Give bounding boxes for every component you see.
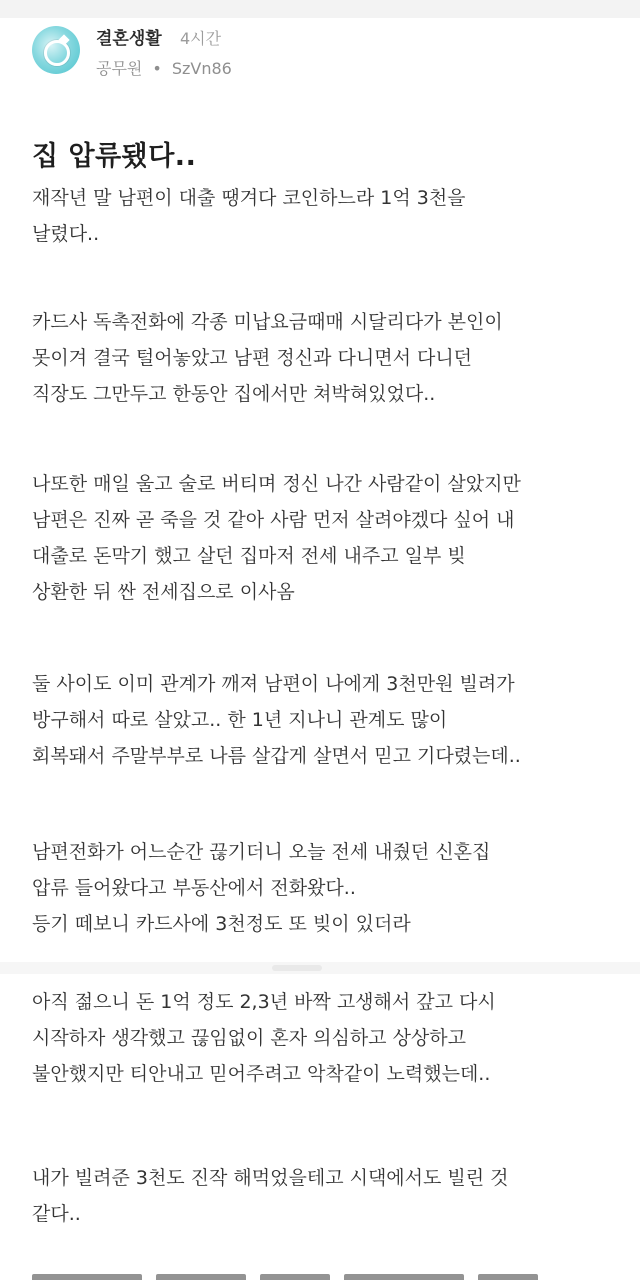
top-strip — [0, 0, 640, 18]
text-line: 회복돼서 주말부부로 나름 살갑게 살면서 믿고 기다렸는데.. — [32, 745, 521, 767]
post-header — [0, 18, 640, 90]
text-line: 대출로 돈막기 했고 살던 집마저 전세 내주고 일부 빚 — [32, 545, 466, 567]
paragraph-4 — [32, 666, 622, 774]
seam-nub — [272, 965, 322, 971]
text-line: 남편전화가 어느순간 끊기더니 오늘 전세 내줬던 신혼집 — [32, 841, 491, 863]
text-line: 시작하자 생각했고 끊임없이 혼자 의심하고 상상하고 — [32, 1027, 466, 1049]
post-title: 집 압류됐다.. — [32, 141, 197, 172]
text-line: 압류 들어왔다고 부동산에서 전화왔다.. — [32, 877, 356, 899]
board-name[interactable]: 결혼생활 — [96, 29, 162, 49]
text-line: 아직 젊으니 돈 1억 정도 2,3년 바짝 고생해서 갚고 다시 — [32, 991, 496, 1013]
author-id[interactable]: SzVn86 — [171, 59, 232, 78]
author-job: 공무원 — [96, 59, 143, 78]
text-line: 재작년 말 남편이 대출 땡겨다 코인하느라 1억 3천을 — [32, 187, 466, 209]
paragraph-3 — [32, 466, 622, 610]
cut-off-text-line — [32, 1266, 592, 1280]
text-line: 날렸다.. — [32, 223, 100, 245]
paragraph-2 — [32, 304, 622, 412]
text-line: 카드사 독촉전화에 각종 미납요금때매 시달리다가 본인이 — [32, 311, 503, 333]
text-line: 등기 떼보니 카드사에 3천정도 또 빚이 있더라 — [32, 913, 411, 935]
paragraph-7 — [32, 1160, 622, 1232]
text-line: 직장도 그만두고 한동안 집에서만 쳐박혀있었다.. — [32, 383, 436, 405]
separator-dot-icon: • — [152, 59, 162, 78]
paragraph-6 — [32, 984, 622, 1092]
screenshot-seam — [0, 962, 640, 974]
post-time: 4시간 — [180, 29, 222, 48]
text-line: 상환한 뒤 싼 전세집으로 이사옴 — [32, 581, 295, 603]
author-meta — [96, 56, 232, 79]
text-line: 불안했지만 티안내고 믿어주려고 악착같이 노력했는데.. — [32, 1063, 491, 1085]
text-line: 못이겨 결국 털어놓았고 남편 정신과 다니면서 다니던 — [32, 347, 473, 369]
text-line: 내가 빌려준 3천도 진작 해먹었을테고 시댁에서도 빌린 것 — [32, 1167, 509, 1189]
ring-avatar-icon[interactable] — [32, 26, 80, 74]
text-line: 남편은 진짜 곧 죽을 것 같아 사람 먼저 살려야겠다 싶어 내 — [32, 509, 515, 531]
paragraph-1 — [32, 180, 622, 252]
text-line: 둘 사이도 이미 관계가 깨져 남편이 나에게 3천만원 빌려가 — [32, 673, 515, 695]
ring-shape — [44, 40, 70, 66]
paragraph-5 — [32, 834, 622, 942]
text-line: 나또한 매일 울고 술로 버티며 정신 나간 사람같이 살았지만 — [32, 473, 521, 495]
text-line: 같다.. — [32, 1203, 81, 1225]
text-line: 방구해서 따로 살았고.. 한 1년 지나니 관계도 많이 — [32, 709, 448, 731]
